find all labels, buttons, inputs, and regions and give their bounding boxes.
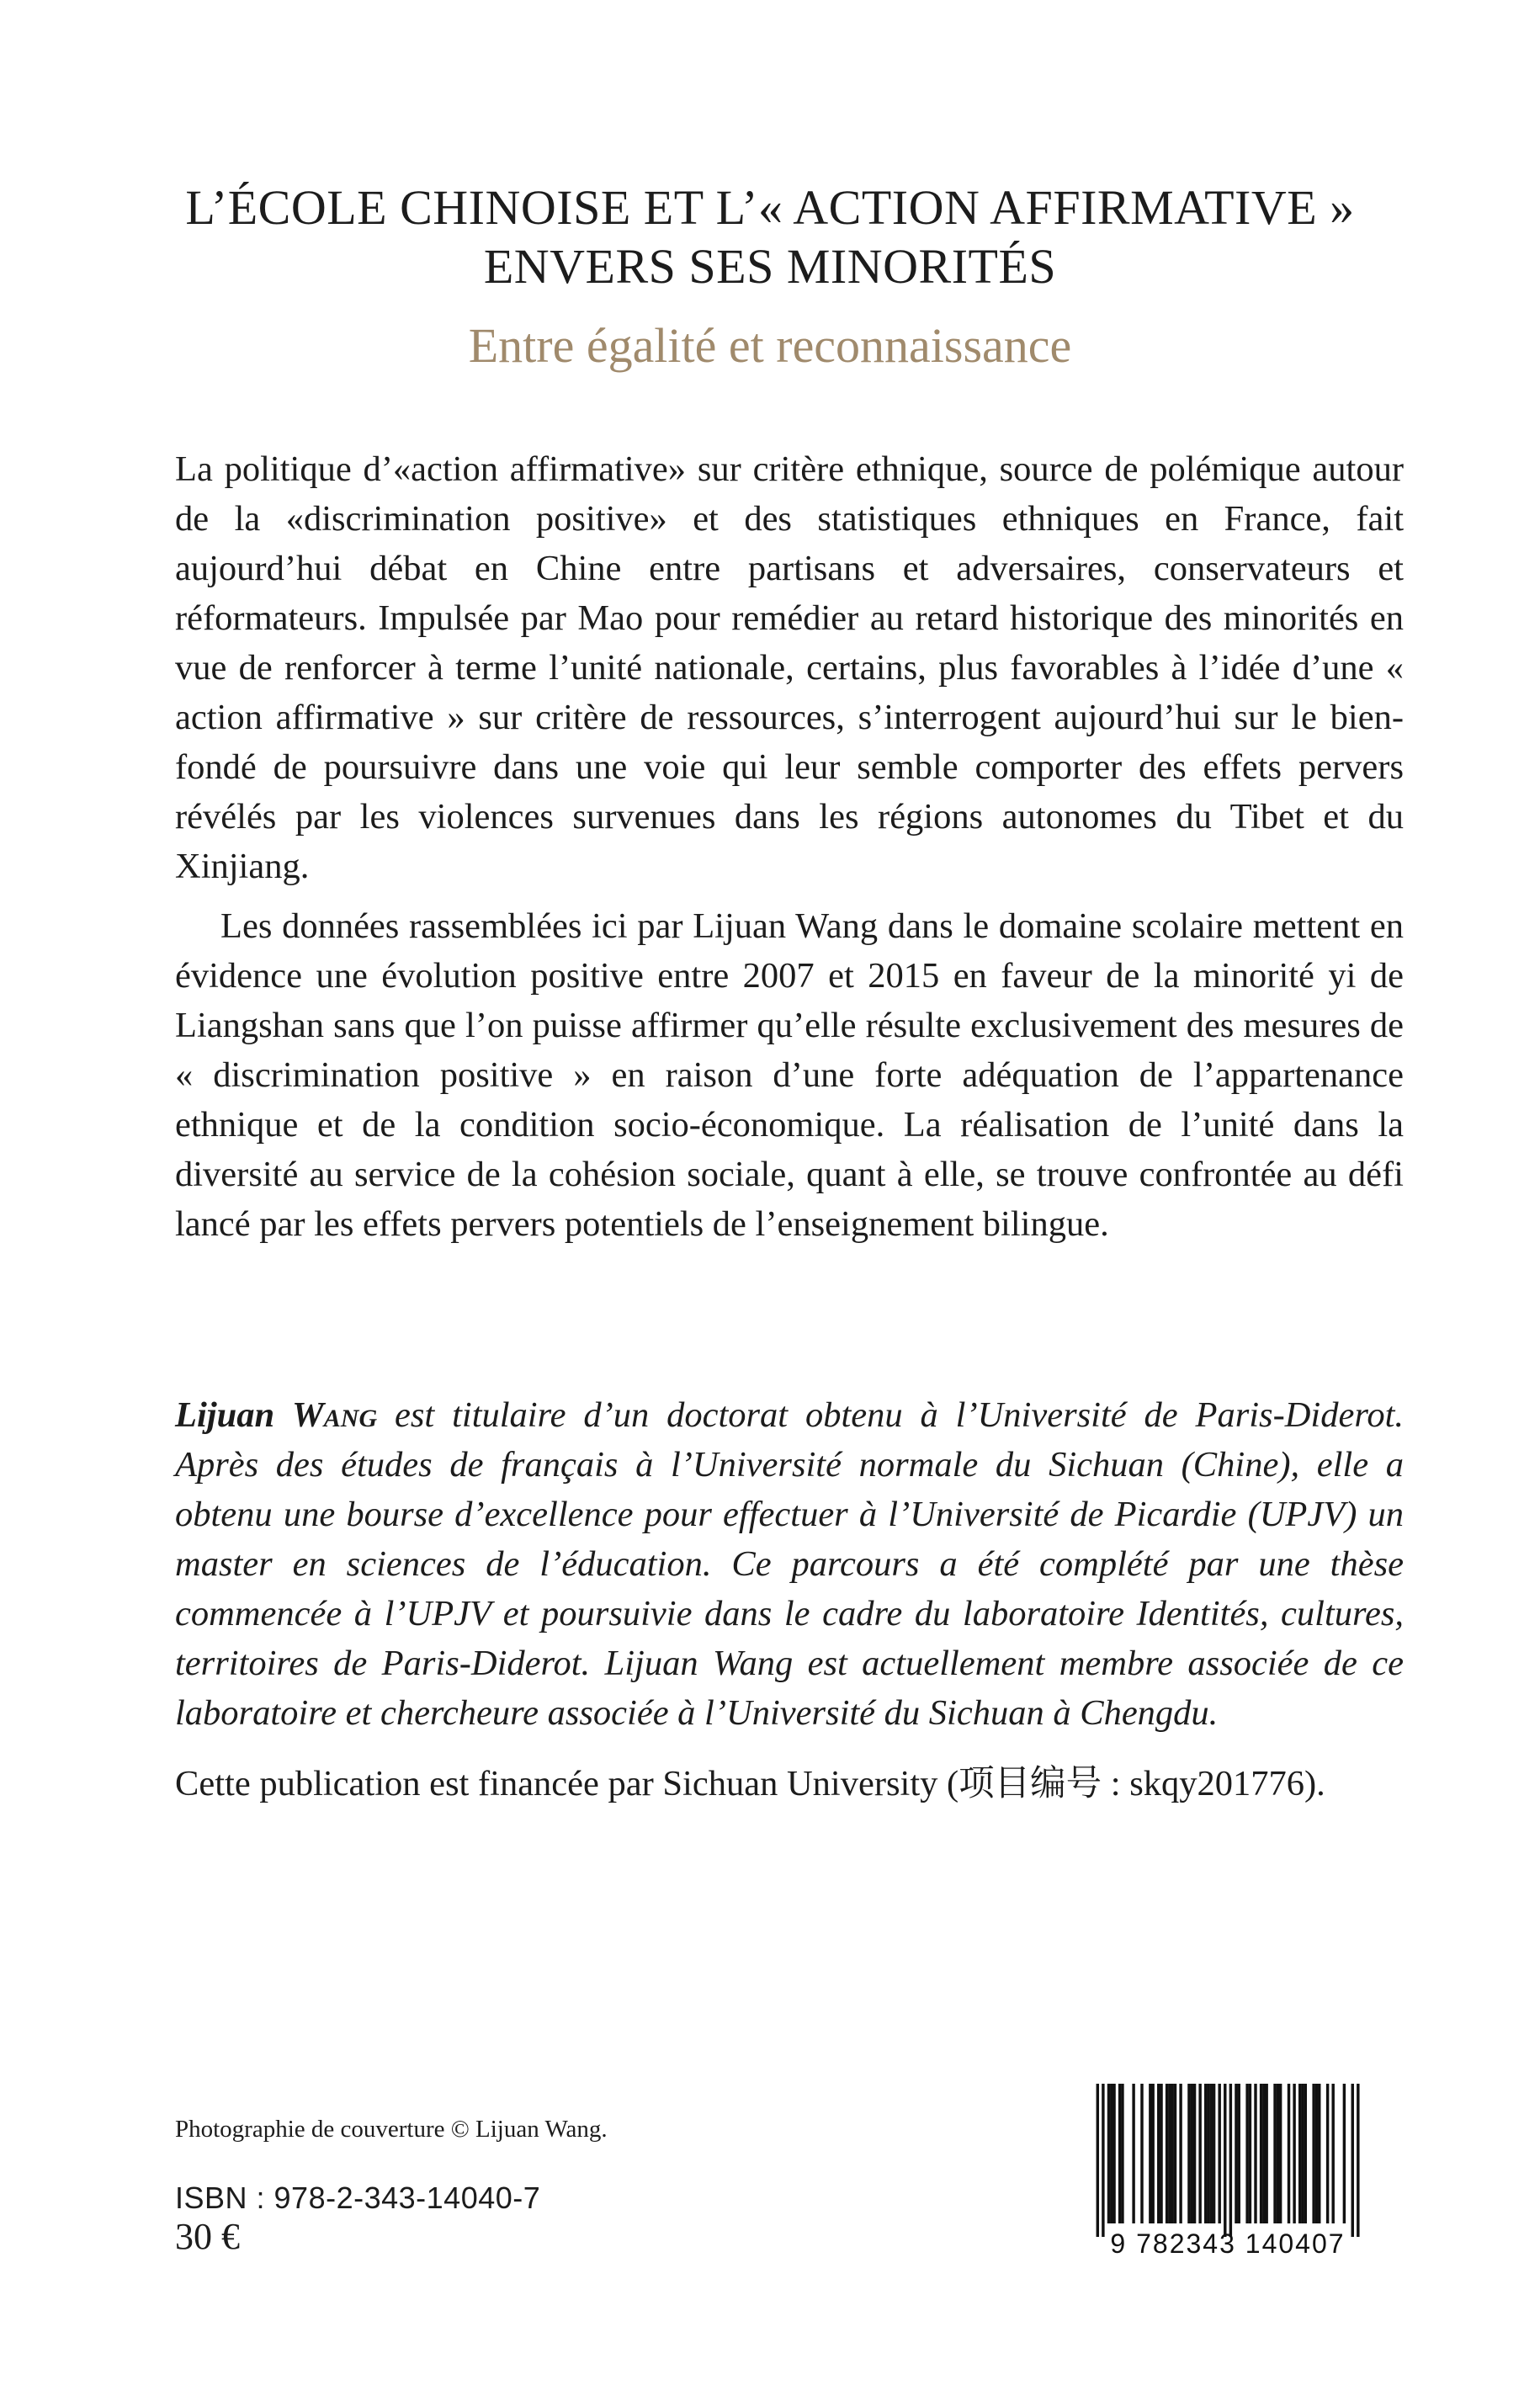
barcode-bar: [1249, 2084, 1251, 2223]
barcode-bar: [1293, 2084, 1295, 2223]
barcode-bar: [1279, 2084, 1282, 2223]
barcode-bar: [1171, 2084, 1173, 2223]
title-block: [126, 178, 1414, 375]
isbn: ISBN : 978-2-343-14040-7: [175, 2180, 541, 2215]
author-first-name: Lijuan: [175, 1395, 275, 1435]
barcode-bar: [1238, 2084, 1240, 2223]
barcode-bar: [1298, 2084, 1301, 2223]
book-title-line-2: ENVERS SES MINORITÉS: [483, 239, 1057, 294]
barcode-bar: [1254, 2084, 1256, 2223]
book-title-line-1: L’ÉCOLE CHINOISE ET L’« ACTION AFFIRMATIVE »: [185, 180, 1355, 235]
barcode-bar: [1168, 2084, 1171, 2223]
barcode-bar: [1304, 2084, 1307, 2223]
funding-note: Cette publication est financée par Sichuan University (项目编号 : skqy201776).: [175, 1764, 1325, 1803]
barcode-bar: [1187, 2084, 1190, 2223]
barcode-bar: [1113, 2084, 1115, 2223]
barcode-bar: [1193, 2084, 1196, 2223]
barcode-bar: [1210, 2084, 1213, 2223]
barcode-bar: [1273, 2084, 1276, 2223]
barcode-bar: [1213, 2084, 1215, 2223]
barcode-guard-bar: [1229, 2084, 1232, 2237]
barcode-bar: [1235, 2084, 1237, 2223]
barcode-bar: [1157, 2084, 1160, 2223]
barcode-bar: [1191, 2084, 1193, 2223]
barcode-bar: [1326, 2084, 1329, 2223]
barcode-bar: [1207, 2084, 1209, 2223]
barcode-bar: [1107, 2084, 1110, 2223]
barcode-bar: [1312, 2084, 1314, 2223]
barcode-bar: [1343, 2084, 1346, 2223]
barcode-bar: [1265, 2084, 1267, 2223]
barcode-bar: [1132, 2084, 1134, 2223]
barcode-bar: [1218, 2084, 1220, 2223]
photo-credit: Photographie de couverture © Lijuan Wang.: [175, 2116, 608, 2143]
summary-paragraph-2: Les données rassemblées ici par Lijuan Wang dans le domaine scolaire mettent en évidence une évolution positive entre 2007 et 2015 en faveur de la minorité yi de Liangshan sans que l’on puisse affirmer qu’elle résulte exclusivement des mesures de « discrimination positive » en raison d’une forte adéquation de l’appartenance ethnique et de la condition socio-économique. La réalisation de l’unité dans la diversité au service de la cohésion sociale, quant à elle, se trouve confrontée au défi lancé par les effets pervers potentiels de l’enseignement bilingue.: [175, 906, 1404, 1244]
barcode-bar: [1140, 2084, 1143, 2223]
barcode-bar: [1110, 2084, 1113, 2223]
barcode-bar: [1166, 2084, 1168, 2223]
barcode-bar: [1301, 2084, 1304, 2223]
barcode-bar: [1151, 2084, 1154, 2223]
barcode-guard-bar: [1357, 2084, 1359, 2237]
barcode-bar: [1260, 2084, 1262, 2223]
barcode-bar: [1149, 2084, 1151, 2223]
barcode-guard-bar: [1102, 2084, 1104, 2237]
price: 30 €: [175, 2216, 240, 2257]
barcode-bar: [1288, 2084, 1290, 2223]
barcode-bar: [1121, 2084, 1123, 2223]
barcode-digits: 9 782343 140407: [1110, 2228, 1346, 2259]
barcode-guard-bar: [1097, 2084, 1099, 2237]
barcode-bar: [1331, 2084, 1334, 2223]
barcode-bar: [1160, 2084, 1162, 2223]
author-bio-text: est titulaire d’un doctorat obtenu à l’Université de Paris-Diderot. Après des études de français à l’Université normale du Sichuan (Chine), elle a obtenu une bourse d’excellence pour effectuer à l’Université de Picardie (UPJV) un master en sciences de l’éducation. Ce parcours a été complété par une thèse commencée à l’UPJV et poursuivie dans le cadre du laboratoire Identités, cultures, territoires de Paris-Diderot. Lijuan Wang est actuellement membre associée de ce laboratoire et chercheure associée à l’Université du Sichuan à Chengdu.: [175, 1395, 1404, 1733]
barcode-bar: [1262, 2084, 1265, 2223]
barcode-bar: [1318, 2084, 1320, 2223]
book-subtitle: Entre égalité et reconnaissance: [468, 318, 1072, 373]
author-surname: Wang: [291, 1395, 378, 1435]
barcode-bar: [1277, 2084, 1279, 2223]
summary-text: [175, 444, 1404, 1249]
summary-paragraph-1: La politique d’«action affirmative» sur critère ethnique, source de polémique autour de la «discrimination positive» et des statistiques ethniques en France, fait aujourd’hui débat en Chine entre partisans et adversaires, conservateurs et réformateurs. Impulsée par Mao pour remédier au retard historique des minorités en vue de renforcer à terme l’unité nationale, certains, plus favorables à l’idée d’une « action affirmative » sur critère de ressources, s’interrogent aujourd’hui sur le bien-fondé de poursuivre dans une voie qui leur semble comporter des effets pervers révélés par les violences survenues dans les régions autonomes du Tibet et du Xinjiang.: [175, 449, 1404, 886]
barcode-bar: [1204, 2084, 1207, 2223]
barcode-bar: [1118, 2084, 1121, 2223]
barcode-bar: [1315, 2084, 1318, 2223]
barcode-bars: [1097, 2084, 1360, 2237]
barcode-guard-bar: [1224, 2084, 1226, 2237]
barcode-bar: [1245, 2084, 1248, 2223]
barcode-bar: [1179, 2084, 1182, 2223]
barcode-guard-bar: [1351, 2084, 1354, 2237]
author-bio: [175, 1390, 1404, 1738]
barcode-bar: [1198, 2084, 1201, 2223]
barcode-bar: [1174, 2084, 1176, 2223]
